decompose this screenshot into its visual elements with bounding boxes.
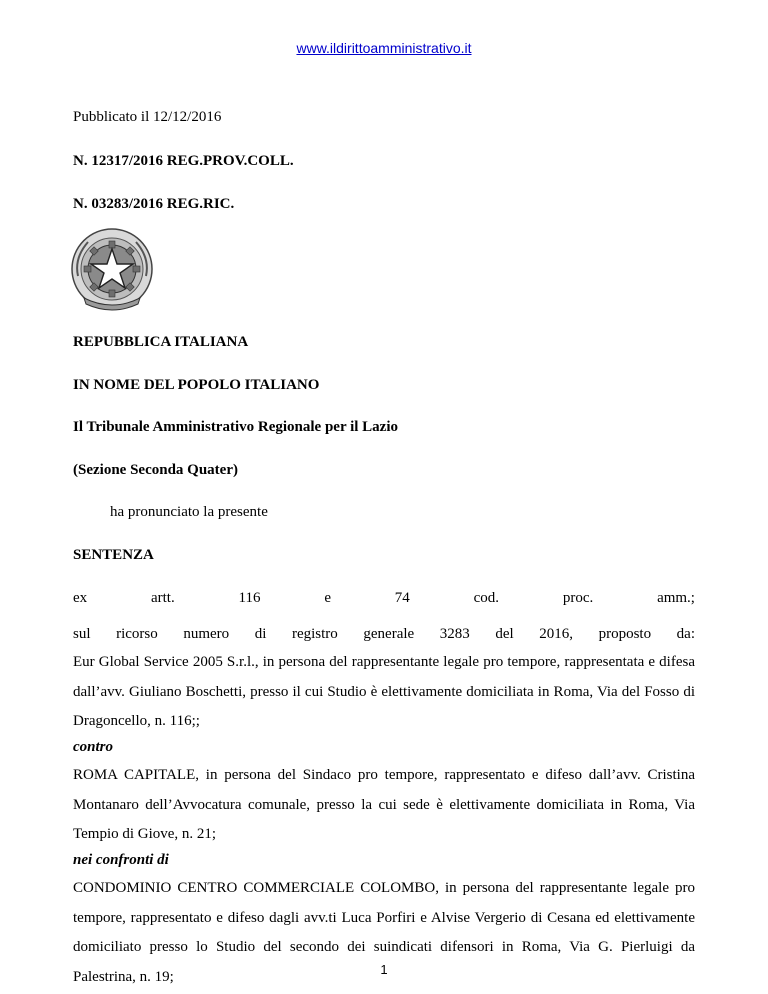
page-number: 1 xyxy=(380,962,388,977)
in-nome-heading: IN NOME DEL POPOLO ITALIANO xyxy=(73,377,320,393)
publication-date: Pubblicato il 12/12/2016 xyxy=(73,109,222,125)
word: numero xyxy=(183,626,230,642)
word: ricorso xyxy=(116,626,158,642)
word: di xyxy=(254,626,267,642)
sentenza-heading: SENTENZA xyxy=(73,547,154,563)
word: amm.; xyxy=(657,590,695,606)
republic-heading: REPUBBLICA ITALIANA xyxy=(73,334,249,350)
reg-prov-coll-number: N. 12317/2016 REG.PROV.COLL. xyxy=(73,153,294,169)
ex-articles-line xyxy=(73,589,695,607)
section-heading: (Sezione Seconda Quater) xyxy=(73,462,238,478)
word: generale xyxy=(363,626,415,642)
tribunal-heading: Il Tribunale Amministrativo Regionale per il Lazio xyxy=(73,419,399,435)
word: 116 xyxy=(238,590,261,606)
word: proposto xyxy=(598,626,652,642)
word: 2016, xyxy=(539,626,573,642)
ricorrente-paragraph: Eur Global Service 2005 S.r.l., in persona del rappresentante legale pro tempore, rappresentata e difesa dall’avv. Giuliano Boschetti, presso il cui Studio è elettivamente domiciliata in Roma, Via del Fosso di Dragoncello, n. 116;; xyxy=(73,654,695,729)
word: da: xyxy=(676,626,695,642)
word: ex xyxy=(73,590,88,606)
ricorso-line xyxy=(73,625,695,643)
word: cod. xyxy=(473,590,500,606)
word: del xyxy=(495,626,514,642)
header-website-link[interactable]: www.ildirittoamministrativo.it xyxy=(296,40,472,56)
contro-label: contro xyxy=(73,739,114,755)
controinteressato-paragraph: CONDOMINIO CENTRO COMMERCIALE COLOMBO, in persona del rappresentante legale pro tempore, rappresentato e difeso dagli avv.ti Luca Porfiri e Alvise Vergerio di Cesana ed elettivamente domiciliato presso lo Studio del secondo dei suindicati difensori in Roma, Via G. Pierluigi da Palestrina, n. 19; xyxy=(73,880,695,985)
word: 3283 xyxy=(439,626,470,642)
word: sul xyxy=(73,626,91,642)
resistente-paragraph: ROMA CAPITALE, in persona del Sindaco pro tempore, rappresentato e difeso dall’avv. Cristina Montanaro dell’Avvocatura comunale, presso la cui sede è elettivamente domiciliata in Roma, Via Tempio di Giove, n. 21; xyxy=(73,767,695,842)
reg-ric-number: N. 03283/2016 REG.RIC. xyxy=(73,196,235,212)
word: registro xyxy=(291,626,338,642)
word: 74 xyxy=(394,590,410,606)
pronounced-text: ha pronunciato la presente xyxy=(110,504,268,520)
italian-republic-emblem-icon xyxy=(64,224,160,314)
word: artt. xyxy=(150,590,175,606)
confronti-label: nei confronti di xyxy=(73,852,169,868)
word: e xyxy=(324,590,331,606)
word: proc. xyxy=(562,590,594,606)
